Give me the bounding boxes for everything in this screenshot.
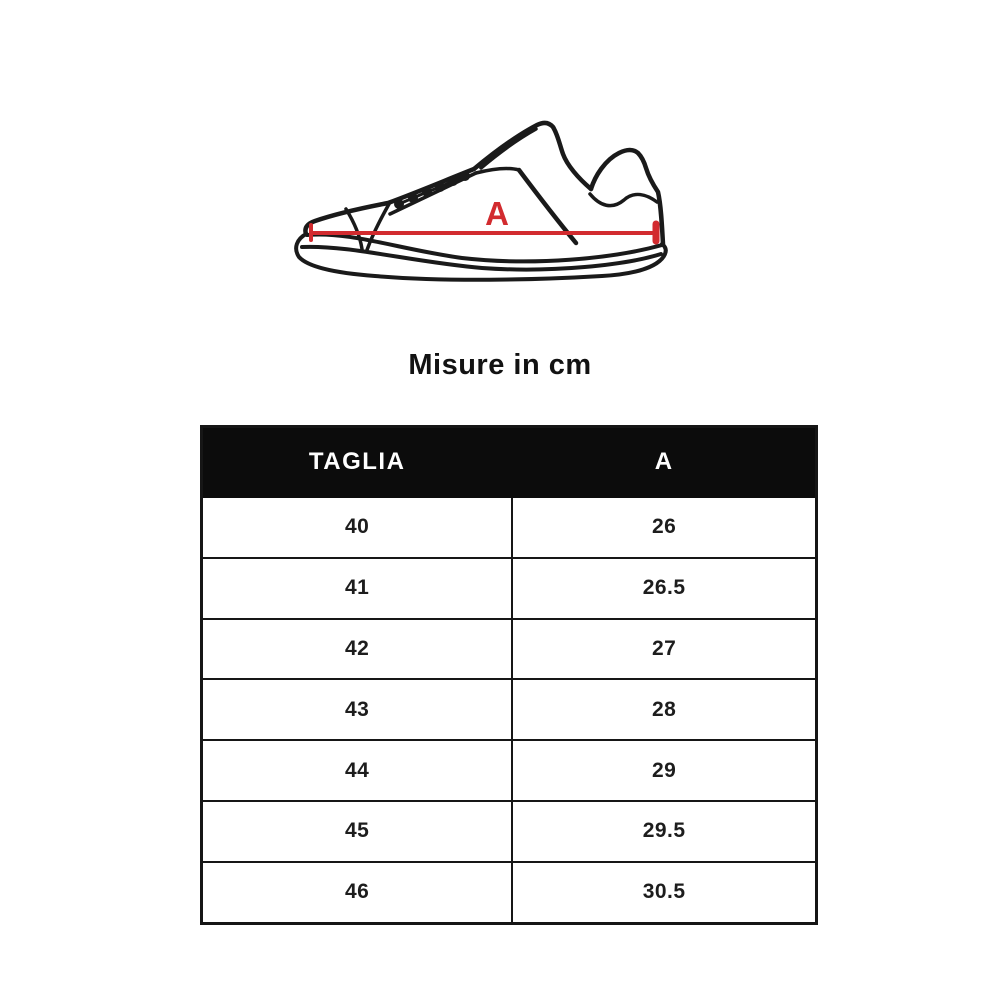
table-header-row: [202, 427, 817, 498]
size-cell: 42: [202, 619, 513, 680]
size-cell: 43: [202, 679, 513, 740]
table-row: [202, 862, 817, 923]
measure-cell: 27: [512, 619, 816, 680]
size-column-header: TAGLIA: [202, 427, 513, 498]
table-row: [202, 497, 817, 558]
shoe-sole: [296, 234, 666, 280]
table-row: [202, 740, 817, 801]
measure-cell: 28: [512, 679, 816, 740]
size-cell: 44: [202, 740, 513, 801]
size-cell: 46: [202, 862, 513, 923]
measure-column-header: A: [512, 427, 816, 498]
table-row: [202, 679, 817, 740]
measure-cell: 30.5: [512, 862, 816, 923]
size-table: [200, 425, 818, 925]
measurement-label-a: A: [485, 195, 509, 232]
page-title: Misure in cm: [408, 349, 592, 381]
size-cell: 45: [202, 801, 513, 862]
shoe-measurement-figure: [290, 108, 710, 300]
measure-cell: 26: [512, 497, 816, 558]
measure-cell: 29.5: [512, 801, 816, 862]
size-cell: 41: [202, 558, 513, 619]
size-cell: 40: [202, 497, 513, 558]
table-row: [202, 801, 817, 862]
table-row: [202, 558, 817, 619]
table-row: [202, 619, 817, 680]
measure-cell: 29: [512, 740, 816, 801]
measure-cell: 26.5: [512, 558, 816, 619]
sneaker-line-drawing-icon: [290, 108, 710, 300]
